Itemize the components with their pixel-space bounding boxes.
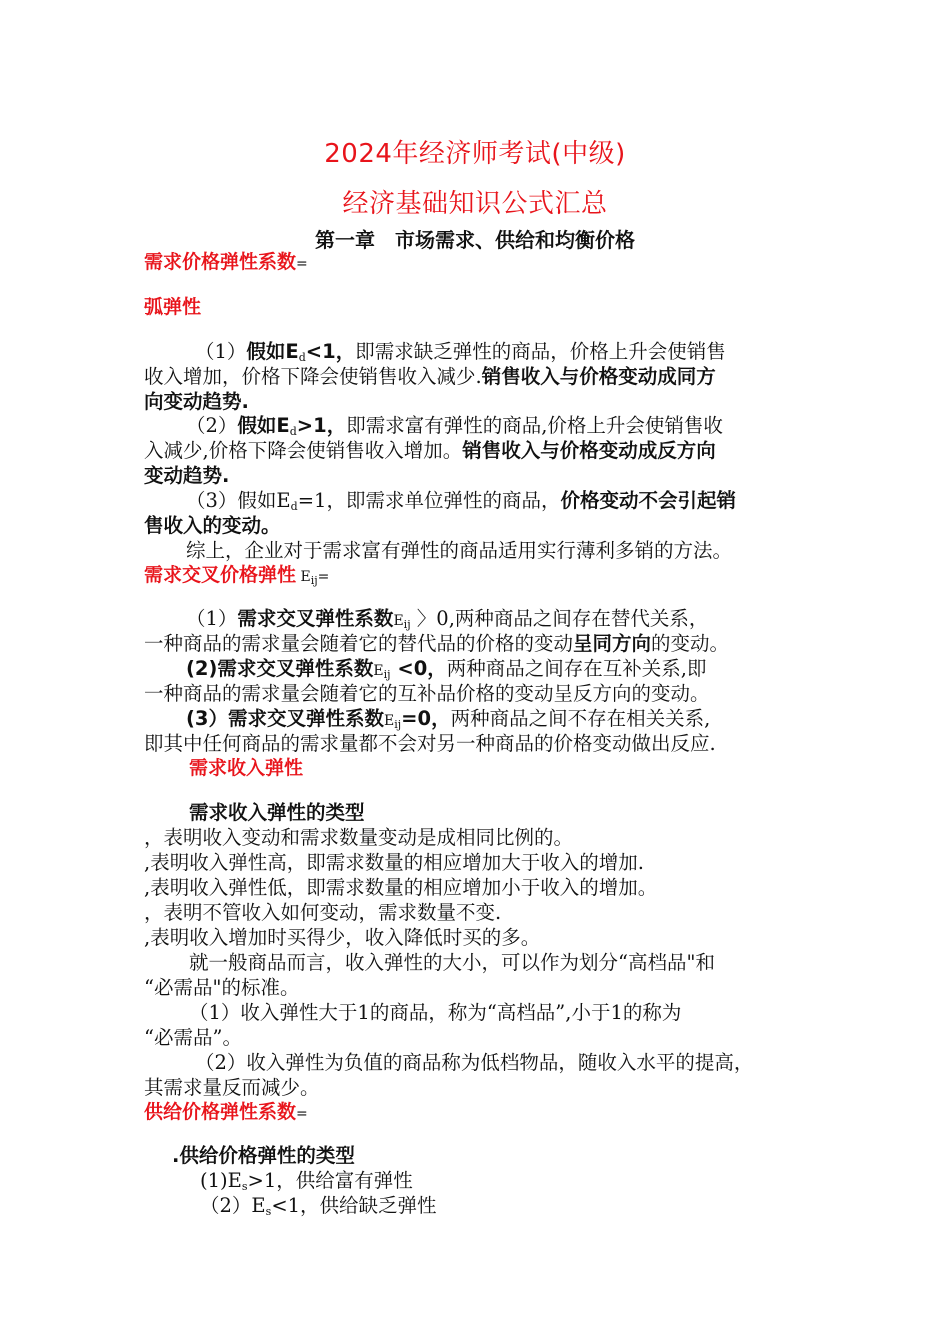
paragraph-line: 即其中任何商品的需求量都不会对另一种商品的价格变动做出反应.: [144, 732, 716, 755]
supply-elasticity-types-heading: .供给价格弹性的类型: [172, 1144, 355, 1167]
paragraph-line: 一种商品的需求量会随着它的互补品价格的变动呈反方向的变动。: [144, 682, 710, 705]
paragraph-line: （1）需求交叉弹性系数$E_{ij}$ 〉0,两种商品之间存在替代关系，: [186, 607, 709, 631]
chapter-heading: 第一章 市场需求、供给和均衡价格: [315, 228, 635, 252]
income-type-line: ，表明收入变动和需求数量变动是成相同比例的。: [144, 826, 574, 849]
doc-subtitle: 经济基础知识公式汇总: [342, 189, 608, 219]
supply-type-line: $(1)E_s>1$，供给富有弹性: [200, 1169, 413, 1193]
paragraph-line: (3）需求交叉弹性系数$E_{ij}=0$，两种商品之间不存在相关关系,: [186, 707, 711, 731]
paragraph-line: 售收入的变动。: [144, 514, 281, 537]
paragraph-line: 入减少,价格下降会使销售收入增加。销售收入与价格变动成反方向: [144, 439, 716, 462]
doc-title: 2024年经济师考试(中级): [324, 139, 626, 169]
paragraph-line: 综上，企业对于需求富有弹性的商品适用实行薄利多销的方法。: [186, 539, 733, 562]
paragraph-line: 一种商品的需求量会随着它的替代品的价格的变动呈同方向的变动。: [144, 632, 730, 655]
paragraph-line: （1）收入弹性大于1的商品，称为“高档品”,小于1的称为: [189, 1001, 682, 1024]
paragraph-line: （1）假如$E_d<1$，即需求缺乏弹性的商品，价格上升会使销售: [195, 340, 726, 364]
paragraph-line: “必需品”。: [144, 1026, 242, 1049]
paragraph-line: 就一般商品而言，收入弹性的大小，可以作为划分“高档品"和: [189, 951, 715, 974]
paragraph-line: (2)需求交叉弹性系数$E_{ij} <0$，两种商品之间存在互补关系,即: [186, 657, 707, 681]
income-elasticity-types-heading: 需求收入弹性的类型: [189, 801, 365, 824]
paragraph-line: 其需求量反而减少。: [144, 1076, 320, 1099]
paragraph-line: （2）假如$E_d>1$，即需求富有弹性的商品,价格上升会使销售收: [186, 414, 723, 438]
supply-type-line: $(2)E_s<1$，供给缺乏弹性: [200, 1194, 437, 1218]
paragraph-line: 向变动趋势.: [144, 390, 249, 413]
cross-elasticity-heading: 需求交叉价格弹性 $E_{ij}=$: [144, 564, 330, 587]
income-type-line: ,表明收入弹性低，即需求数量的相应增加小于收入的增加。: [144, 876, 658, 899]
supply-price-elasticity-heading: 供给价格弹性系数=: [144, 1101, 308, 1123]
income-type-line: ，表明不管收入如何变动，需求数量不变.: [144, 901, 502, 924]
demand-price-elasticity-heading: 需求价格弹性系数=: [144, 251, 308, 273]
income-elasticity-heading: 需求收入弹性: [189, 757, 304, 779]
paragraph-line: 变动趋势.: [144, 464, 230, 487]
paragraph-line: （2）收入弹性为负值的商品称为低档物品，随收入水平的提高，: [195, 1051, 754, 1074]
income-type-line: ,表明收入弹性高，即需求数量的相应增加大于收入的增加.: [144, 851, 644, 874]
paragraph-line: 收入增加，价格下降会使销售收入减少.销售收入与价格变动成同方: [144, 365, 716, 388]
paragraph-line: （3）假如$E_d=1$，即需求单位弹性的商品，价格变动不会引起销: [186, 489, 736, 513]
income-type-line: ,表明收入增加时买得少，收入降低时买的多。: [144, 926, 541, 949]
arc-elasticity-heading: 弧弹性: [144, 296, 202, 318]
paragraph-line: “必需品"的标准。: [144, 976, 300, 999]
